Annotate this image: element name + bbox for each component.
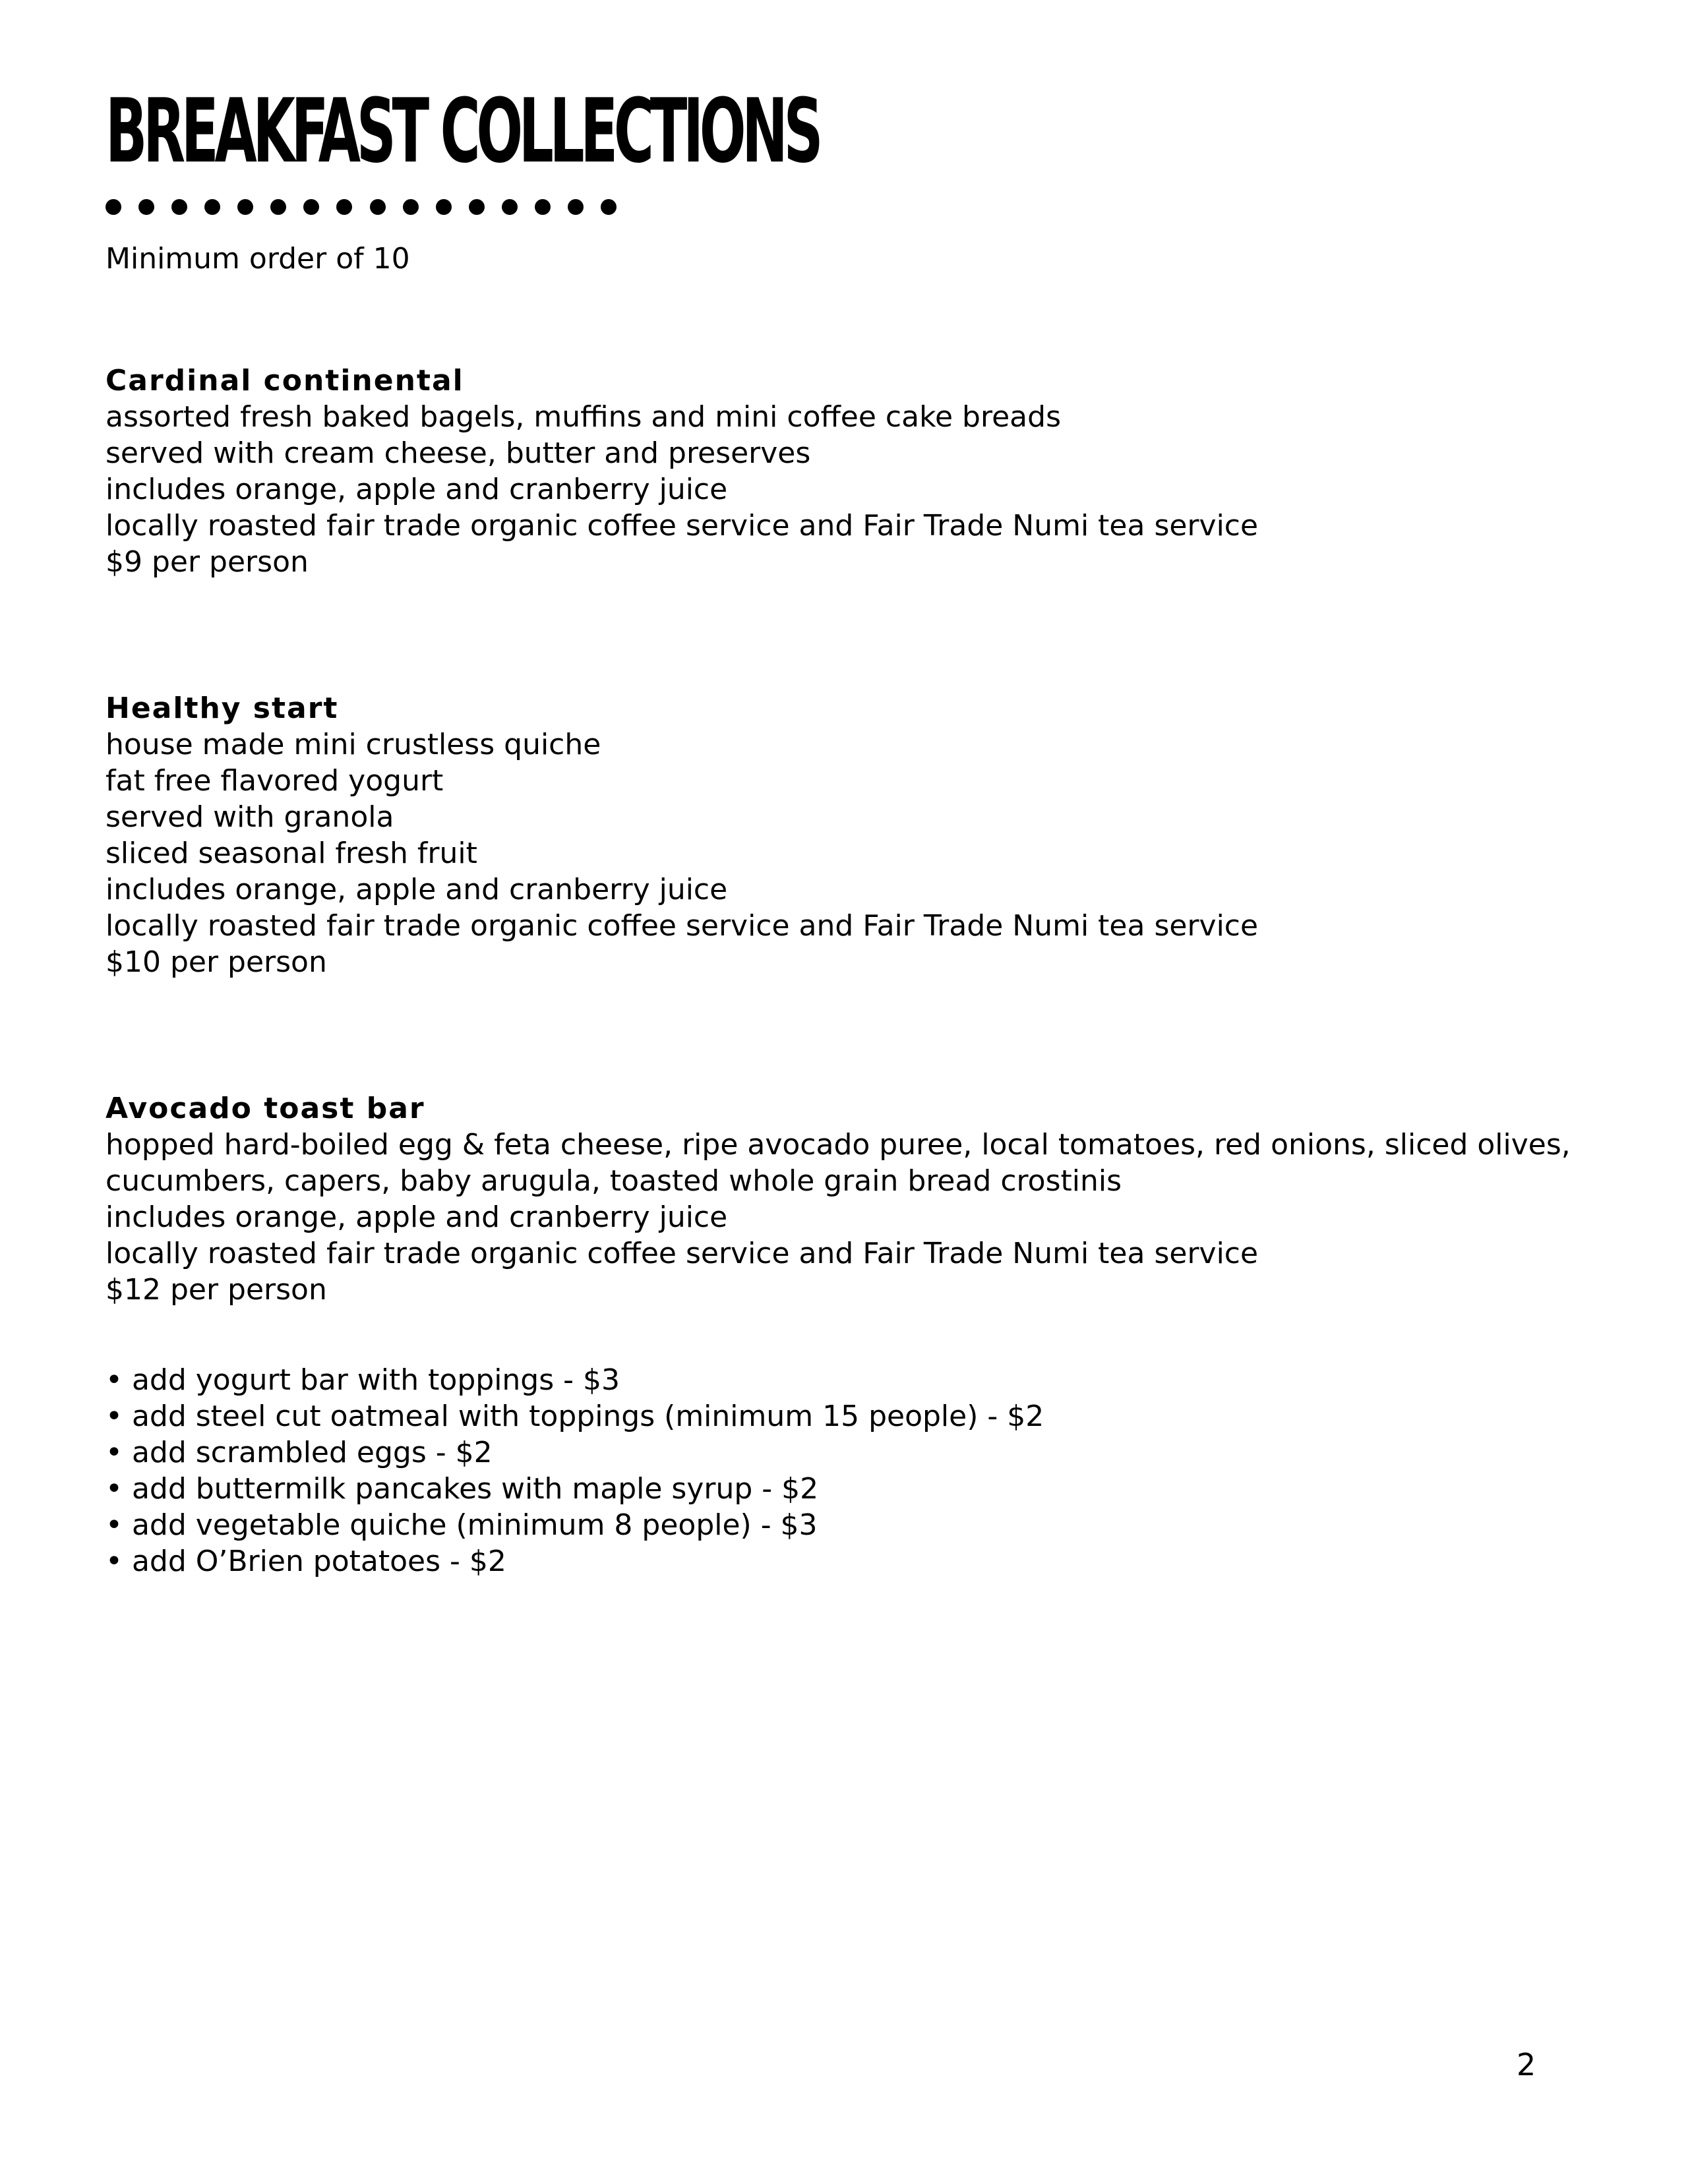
description-line: fat free flavored yogurt bbox=[106, 764, 444, 798]
dot-divider bbox=[106, 196, 617, 218]
dot-11 bbox=[436, 199, 452, 215]
description-line: sliced seasonal fresh fruit bbox=[106, 837, 477, 870]
minimum-order-note: Minimum order of 10 bbox=[106, 242, 410, 276]
dot-15 bbox=[568, 199, 584, 215]
description-line: cucumbers, capers, baby arugula, toasted whole grain bread crostinis bbox=[106, 1164, 1122, 1198]
section-description bbox=[106, 1127, 1571, 1308]
description-line: served with cream cheese, butter and preserves bbox=[106, 436, 811, 470]
section-title: Avocado toast bar bbox=[106, 1092, 425, 1125]
dot-12 bbox=[469, 199, 485, 215]
dot-10 bbox=[403, 199, 419, 215]
price-line: $12 per person bbox=[106, 1273, 327, 1307]
add-ons-list bbox=[106, 1362, 1044, 1579]
dot-2 bbox=[138, 199, 154, 215]
dot-13 bbox=[502, 199, 518, 215]
dot-16 bbox=[601, 199, 617, 215]
description-line: includes orange, apple and cranberry juice bbox=[106, 473, 728, 506]
price-line: $9 per person bbox=[106, 545, 309, 579]
dot-9 bbox=[370, 199, 386, 215]
dot-7 bbox=[303, 199, 319, 215]
section-title: Healthy start bbox=[106, 692, 339, 725]
add-on-item: • add yogurt bar with toppings - $3 bbox=[106, 1363, 620, 1397]
description-line: hopped hard-boiled egg & feta cheese, ripe avocado puree, local tomatoes, red onions, sliced olives, bbox=[106, 1128, 1571, 1162]
description-line: includes orange, apple and cranberry juice bbox=[106, 873, 728, 906]
description-line: locally roasted fair trade organic coffee service and Fair Trade Numi tea service bbox=[106, 909, 1259, 943]
add-on-item: • add vegetable quiche (minimum 8 people) - $3 bbox=[106, 1508, 818, 1542]
page-number: 2 bbox=[1517, 2047, 1536, 2082]
description-line: locally roasted fair trade organic coffee service and Fair Trade Numi tea service bbox=[106, 1237, 1259, 1270]
description-line: served with granola bbox=[106, 800, 394, 834]
add-on-item: • add scrambled eggs - $2 bbox=[106, 1436, 493, 1469]
description-line: locally roasted fair trade organic coffee service and Fair Trade Numi tea service bbox=[106, 509, 1259, 543]
page-title: BREAKFAST COLLECTIONS bbox=[106, 80, 820, 183]
add-on-item: • add O’Brien potatoes - $2 bbox=[106, 1545, 506, 1578]
add-on-item: • add steel cut oatmeal with toppings (minimum 15 people) - $2 bbox=[106, 1400, 1044, 1433]
dot-14 bbox=[535, 199, 551, 215]
description-line: includes orange, apple and cranberry juice bbox=[106, 1200, 728, 1234]
add-on-item: • add buttermilk pancakes with maple syrup - $2 bbox=[106, 1472, 819, 1506]
section-title: Cardinal continental bbox=[106, 364, 464, 398]
dot-4 bbox=[204, 199, 220, 215]
section-description bbox=[106, 726, 1258, 980]
description-line: house made mini crustless quiche bbox=[106, 728, 601, 761]
dot-3 bbox=[171, 199, 187, 215]
description-line: assorted fresh baked bagels, muffins and mini coffee cake breads bbox=[106, 400, 1061, 434]
dot-6 bbox=[270, 199, 286, 215]
dot-8 bbox=[336, 199, 352, 215]
dot-1 bbox=[106, 199, 121, 215]
dot-5 bbox=[237, 199, 253, 215]
price-line: $10 per person bbox=[106, 945, 327, 979]
section-description bbox=[106, 399, 1258, 580]
